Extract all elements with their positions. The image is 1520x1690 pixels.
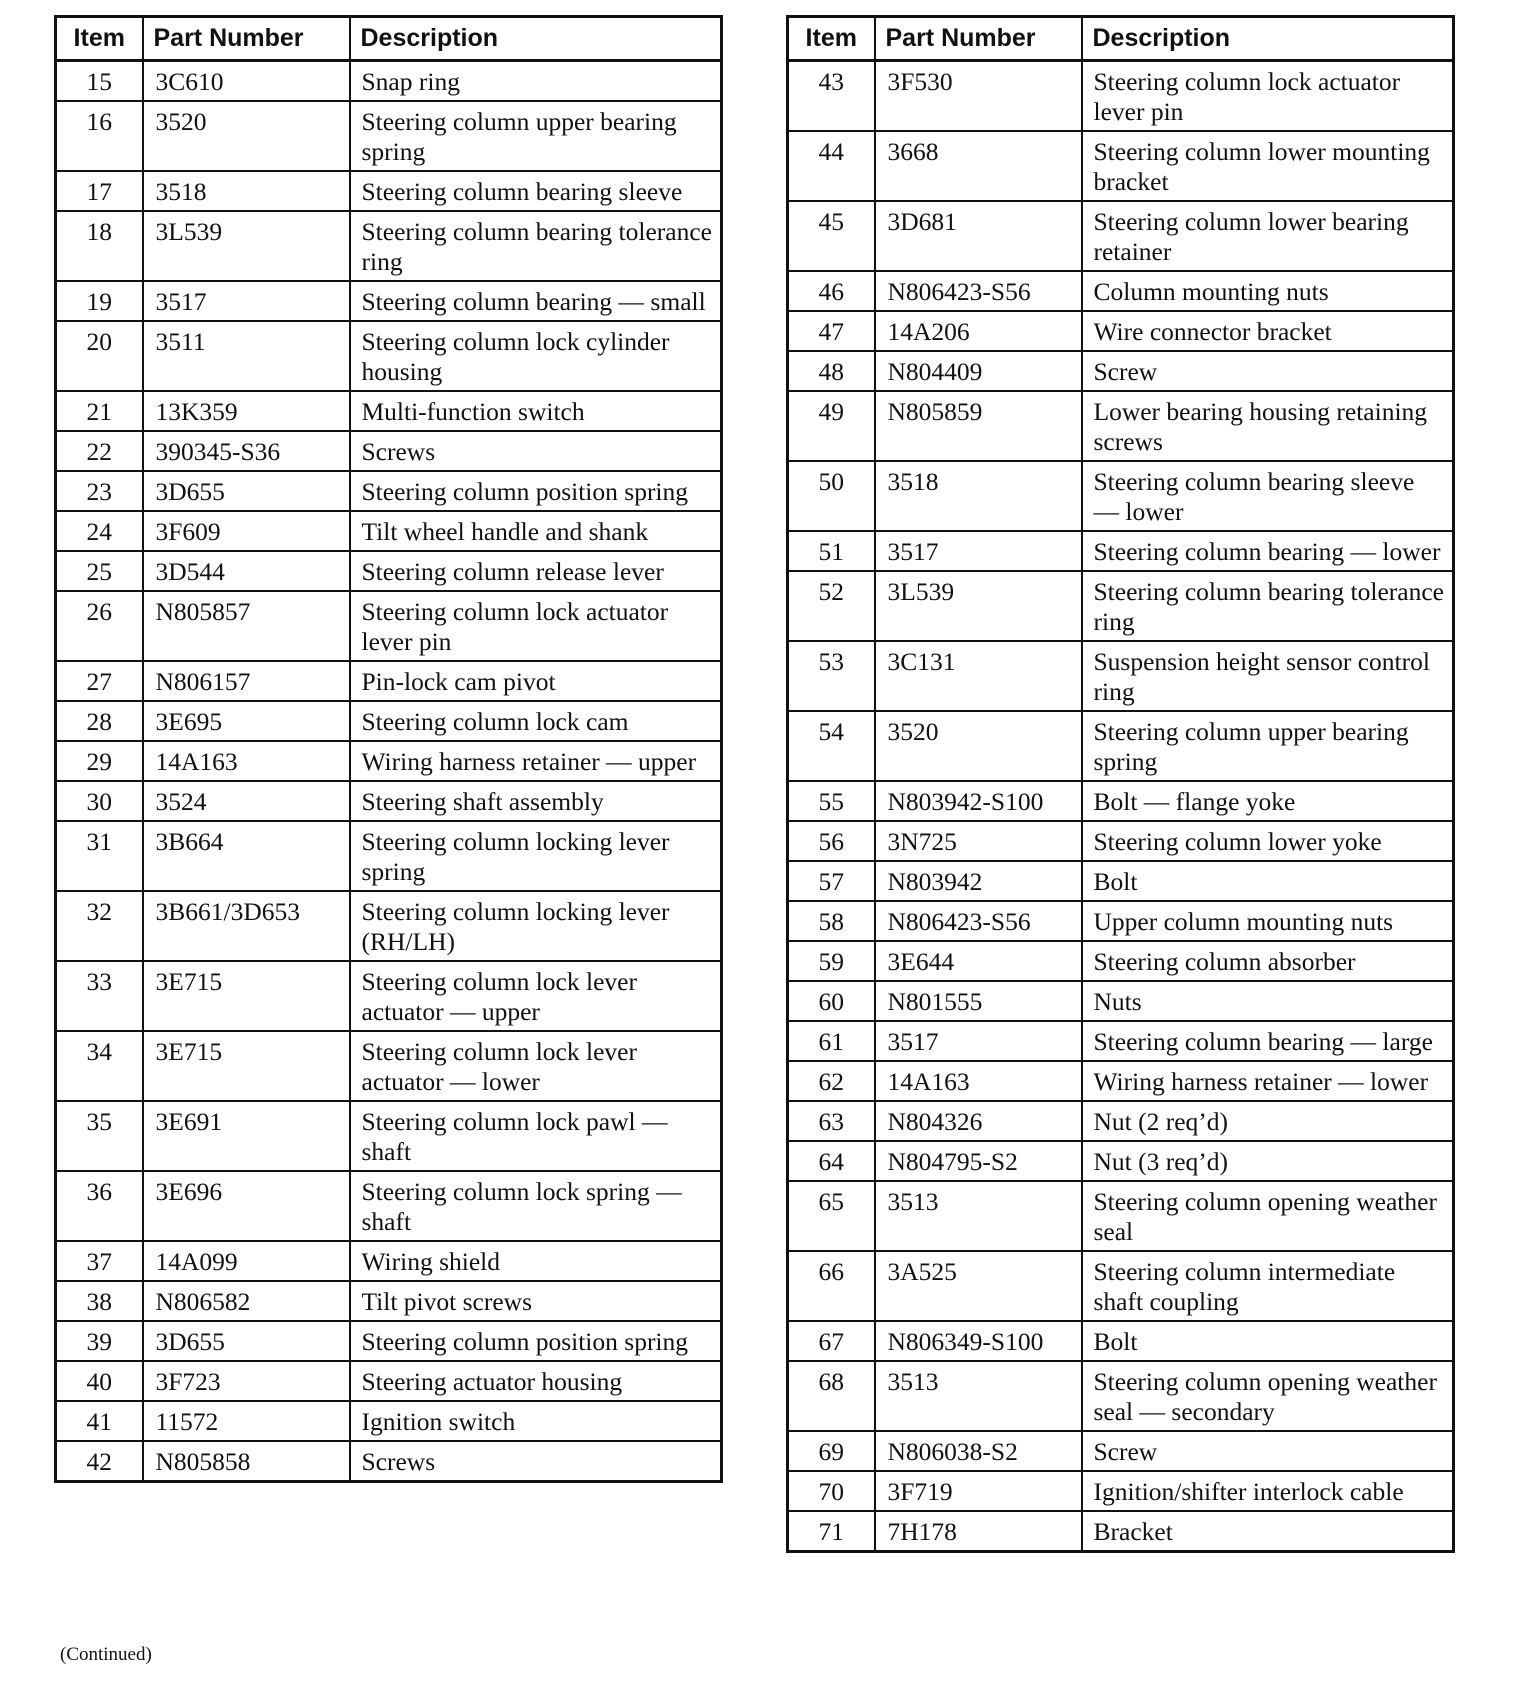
table-row [56, 211, 722, 281]
item-number-cell: 54 [788, 711, 875, 781]
description-cell: Steering column opening weather seal — secondary [1082, 1361, 1454, 1431]
description-cell: Steering column bearing tolerance ring [350, 211, 722, 281]
part-number-cell: 3C131 [875, 641, 1082, 711]
description-cell: Steering column lock cam [350, 701, 722, 741]
table-row [788, 571, 1454, 641]
column-header-description: Description [350, 17, 722, 61]
part-number-cell: 3L539 [875, 571, 1082, 641]
table-row [56, 961, 722, 1031]
description-cell: Steering column absorber [1082, 941, 1454, 981]
part-number-cell: 3517 [143, 281, 350, 321]
table-row [788, 1361, 1454, 1431]
part-number-cell: N804326 [875, 1101, 1082, 1141]
item-number-cell: 55 [788, 781, 875, 821]
part-number-cell: 3D655 [143, 471, 350, 511]
part-number-cell: 3518 [143, 171, 350, 211]
item-number-cell: 15 [56, 61, 143, 102]
table-row [56, 591, 722, 661]
item-number-cell: 26 [56, 591, 143, 661]
description-cell: Pin-lock cam pivot [350, 661, 722, 701]
table-row [56, 1441, 722, 1482]
part-number-cell: 14A206 [875, 311, 1082, 351]
part-number-cell: N805858 [143, 1441, 350, 1482]
item-number-cell: 63 [788, 1101, 875, 1141]
description-cell: Steering column lock actuator lever pin [350, 591, 722, 661]
description-cell: Tilt pivot screws [350, 1281, 722, 1321]
description-cell: Wiring shield [350, 1241, 722, 1281]
item-number-cell: 33 [56, 961, 143, 1031]
description-cell: Steering shaft assembly [350, 781, 722, 821]
part-number-cell: N801555 [875, 981, 1082, 1021]
description-cell: Bolt [1082, 1321, 1454, 1361]
item-number-cell: 47 [788, 311, 875, 351]
column-header-item: Item [788, 17, 875, 61]
part-number-cell: 14A163 [143, 741, 350, 781]
description-cell: Wiring harness retainer — lower [1082, 1061, 1454, 1101]
item-number-cell: 23 [56, 471, 143, 511]
table-row [56, 471, 722, 511]
item-number-cell: 40 [56, 1361, 143, 1401]
table-row [56, 281, 722, 321]
description-cell: Steering column bearing sleeve — lower [1082, 461, 1454, 531]
item-number-cell: 66 [788, 1251, 875, 1321]
description-cell: Ignition/shifter interlock cable [1082, 1471, 1454, 1511]
item-number-cell: 44 [788, 131, 875, 201]
table-row [788, 1321, 1454, 1361]
part-number-cell: 3A525 [875, 1251, 1082, 1321]
description-cell: Steering column lock lever actuator — upper [350, 961, 722, 1031]
part-number-cell: 3D544 [143, 551, 350, 591]
table-row [788, 1471, 1454, 1511]
description-cell: Bolt — flange yoke [1082, 781, 1454, 821]
part-number-cell: 3D681 [875, 201, 1082, 271]
description-cell: Steering actuator housing [350, 1361, 722, 1401]
table-row [788, 941, 1454, 981]
item-number-cell: 51 [788, 531, 875, 571]
description-cell: Bolt [1082, 861, 1454, 901]
part-number-cell: 3520 [875, 711, 1082, 781]
table-row [56, 1171, 722, 1241]
column-header-item: Item [56, 17, 143, 61]
item-number-cell: 56 [788, 821, 875, 861]
part-number-cell: 11572 [143, 1401, 350, 1441]
description-cell: Steering column bearing — lower [1082, 531, 1454, 571]
description-cell: Screws [350, 431, 722, 471]
part-number-cell: 3511 [143, 321, 350, 391]
description-cell: Screw [1082, 351, 1454, 391]
continued-note: (Continued) [60, 1644, 152, 1665]
part-number-cell: 3E695 [143, 701, 350, 741]
item-number-cell: 43 [788, 61, 875, 132]
description-cell: Lower bearing housing retaining screws [1082, 391, 1454, 461]
table-row [56, 1241, 722, 1281]
table-row [56, 1281, 722, 1321]
item-number-cell: 65 [788, 1181, 875, 1251]
part-number-cell: 3513 [875, 1361, 1082, 1431]
description-cell: Suspension height sensor control ring [1082, 641, 1454, 711]
item-number-cell: 64 [788, 1141, 875, 1181]
part-number-cell: N806423-S56 [875, 901, 1082, 941]
item-number-cell: 19 [56, 281, 143, 321]
description-cell: Multi-function switch [350, 391, 722, 431]
item-number-cell: 36 [56, 1171, 143, 1241]
item-number-cell: 68 [788, 1361, 875, 1431]
description-cell: Wiring harness retainer — upper [350, 741, 722, 781]
table-row [788, 821, 1454, 861]
item-number-cell: 71 [788, 1511, 875, 1552]
parts-table-left [54, 15, 723, 1483]
table-row [788, 1021, 1454, 1061]
part-number-cell: N803942 [875, 861, 1082, 901]
item-number-cell: 42 [56, 1441, 143, 1482]
table-row [56, 741, 722, 781]
description-cell: Wire connector bracket [1082, 311, 1454, 351]
description-cell: Steering column opening weather seal [1082, 1181, 1454, 1251]
part-number-cell: N806038-S2 [875, 1431, 1082, 1471]
part-number-cell: 3L539 [143, 211, 350, 281]
item-number-cell: 45 [788, 201, 875, 271]
description-cell: Steering column intermediate shaft coupling [1082, 1251, 1454, 1321]
part-number-cell: N804409 [875, 351, 1082, 391]
table-row [788, 781, 1454, 821]
table-row [788, 351, 1454, 391]
item-number-cell: 17 [56, 171, 143, 211]
table-row [56, 1401, 722, 1441]
table-row [56, 551, 722, 591]
item-number-cell: 32 [56, 891, 143, 961]
description-cell: Steering column lock pawl — shaft [350, 1101, 722, 1171]
item-number-cell: 20 [56, 321, 143, 391]
part-number-cell: 3F609 [143, 511, 350, 551]
part-number-cell: 3N725 [875, 821, 1082, 861]
part-number-cell: 3518 [875, 461, 1082, 531]
item-number-cell: 59 [788, 941, 875, 981]
description-cell: Steering column release lever [350, 551, 722, 591]
item-number-cell: 37 [56, 1241, 143, 1281]
table-row [788, 201, 1454, 271]
table-row [56, 391, 722, 431]
table-row [788, 271, 1454, 311]
item-number-cell: 16 [56, 101, 143, 171]
table-header-row [788, 17, 1454, 61]
table-row [788, 131, 1454, 201]
description-cell: Steering column upper bearing spring [1082, 711, 1454, 781]
part-number-cell: 3F723 [143, 1361, 350, 1401]
part-number-cell: 3524 [143, 781, 350, 821]
table-row [56, 701, 722, 741]
part-number-cell: 14A163 [875, 1061, 1082, 1101]
description-cell: Steering column lower yoke [1082, 821, 1454, 861]
description-cell: Steering column lock cylinder housing [350, 321, 722, 391]
item-number-cell: 25 [56, 551, 143, 591]
table-row [788, 1101, 1454, 1141]
part-number-cell: N806157 [143, 661, 350, 701]
item-number-cell: 62 [788, 1061, 875, 1101]
column-header-description: Description [1082, 17, 1454, 61]
table-row [56, 661, 722, 701]
parts-table-right [786, 15, 1455, 1553]
part-number-cell: 3F719 [875, 1471, 1082, 1511]
table-row [56, 101, 722, 171]
table-row [56, 781, 722, 821]
item-number-cell: 22 [56, 431, 143, 471]
part-number-cell: 3F530 [875, 61, 1082, 132]
item-number-cell: 27 [56, 661, 143, 701]
table-row [56, 1031, 722, 1101]
part-number-cell: N806423-S56 [875, 271, 1082, 311]
table-row [788, 311, 1454, 351]
description-cell: Ignition switch [350, 1401, 722, 1441]
part-number-cell: 3B661/3D653 [143, 891, 350, 961]
description-cell: Snap ring [350, 61, 722, 102]
table-header-row [56, 17, 722, 61]
part-number-cell: 3E691 [143, 1101, 350, 1171]
table-row [788, 1511, 1454, 1552]
table-row [788, 1141, 1454, 1181]
table-row [788, 1251, 1454, 1321]
table-row [788, 641, 1454, 711]
item-number-cell: 38 [56, 1281, 143, 1321]
table-row [56, 321, 722, 391]
description-cell: Column mounting nuts [1082, 271, 1454, 311]
item-number-cell: 48 [788, 351, 875, 391]
item-number-cell: 52 [788, 571, 875, 641]
part-number-cell: 390345-S36 [143, 431, 350, 471]
description-cell: Nuts [1082, 981, 1454, 1021]
item-number-cell: 18 [56, 211, 143, 281]
part-number-cell: N806582 [143, 1281, 350, 1321]
part-number-cell: 3E715 [143, 1031, 350, 1101]
table-row [56, 431, 722, 471]
table-row [788, 1061, 1454, 1101]
table-row [788, 461, 1454, 531]
part-number-cell: 3513 [875, 1181, 1082, 1251]
table-row [56, 891, 722, 961]
description-cell: Screw [1082, 1431, 1454, 1471]
table-row [788, 711, 1454, 781]
item-number-cell: 69 [788, 1431, 875, 1471]
table-row [788, 861, 1454, 901]
part-number-cell: 3C610 [143, 61, 350, 102]
table-row [788, 391, 1454, 461]
part-number-cell: 3E696 [143, 1171, 350, 1241]
part-number-cell: 3520 [143, 101, 350, 171]
table-row [788, 61, 1454, 132]
description-cell: Steering column position spring [350, 471, 722, 511]
description-cell: Nut (2 req’d) [1082, 1101, 1454, 1141]
table-row [788, 901, 1454, 941]
description-cell: Screws [350, 1441, 722, 1482]
part-number-cell: 3E715 [143, 961, 350, 1031]
table-body-left [56, 61, 722, 1482]
description-cell: Steering column bearing — large [1082, 1021, 1454, 1061]
description-cell: Steering column locking lever spring [350, 821, 722, 891]
part-number-cell: N806349-S100 [875, 1321, 1082, 1361]
item-number-cell: 29 [56, 741, 143, 781]
part-number-cell: 13K359 [143, 391, 350, 431]
part-number-cell: 3E644 [875, 941, 1082, 981]
item-number-cell: 57 [788, 861, 875, 901]
item-number-cell: 53 [788, 641, 875, 711]
column-header-part-number: Part Number [875, 17, 1082, 61]
part-number-cell: 3517 [875, 531, 1082, 571]
table-row [56, 1361, 722, 1401]
description-cell: Steering column lower bearing retainer [1082, 201, 1454, 271]
item-number-cell: 39 [56, 1321, 143, 1361]
column-header-part-number: Part Number [143, 17, 350, 61]
part-number-cell: N804795-S2 [875, 1141, 1082, 1181]
part-number-cell: 14A099 [143, 1241, 350, 1281]
description-cell: Steering column lock lever actuator — lower [350, 1031, 722, 1101]
description-cell: Upper column mounting nuts [1082, 901, 1454, 941]
part-number-cell: 3B664 [143, 821, 350, 891]
table-row [56, 1101, 722, 1171]
description-cell: Steering column lower mounting bracket [1082, 131, 1454, 201]
item-number-cell: 24 [56, 511, 143, 551]
table-row [56, 1321, 722, 1361]
table-row [56, 61, 722, 102]
description-cell: Bracket [1082, 1511, 1454, 1552]
part-number-cell: 7H178 [875, 1511, 1082, 1552]
part-number-cell: N805859 [875, 391, 1082, 461]
item-number-cell: 67 [788, 1321, 875, 1361]
table-row [788, 981, 1454, 1021]
item-number-cell: 28 [56, 701, 143, 741]
table-row [56, 171, 722, 211]
table-row [788, 531, 1454, 571]
description-cell: Steering column lock actuator lever pin [1082, 61, 1454, 132]
table-body-right [788, 61, 1454, 1552]
description-cell: Steering column position spring [350, 1321, 722, 1361]
item-number-cell: 34 [56, 1031, 143, 1101]
description-cell: Steering column bearing — small [350, 281, 722, 321]
part-number-cell: 3517 [875, 1021, 1082, 1061]
part-number-cell: N805857 [143, 591, 350, 661]
description-cell: Tilt wheel handle and shank [350, 511, 722, 551]
part-number-cell: 3D655 [143, 1321, 350, 1361]
item-number-cell: 60 [788, 981, 875, 1021]
description-cell: Nut (3 req’d) [1082, 1141, 1454, 1181]
item-number-cell: 70 [788, 1471, 875, 1511]
item-number-cell: 30 [56, 781, 143, 821]
item-number-cell: 58 [788, 901, 875, 941]
table-row [56, 511, 722, 551]
item-number-cell: 49 [788, 391, 875, 461]
item-number-cell: 46 [788, 271, 875, 311]
table-row [56, 821, 722, 891]
description-cell: Steering column bearing tolerance ring [1082, 571, 1454, 641]
description-cell: Steering column upper bearing spring [350, 101, 722, 171]
description-cell: Steering column lock spring — shaft [350, 1171, 722, 1241]
description-cell: Steering column locking lever (RH/LH) [350, 891, 722, 961]
item-number-cell: 21 [56, 391, 143, 431]
table-row [788, 1431, 1454, 1471]
item-number-cell: 35 [56, 1101, 143, 1171]
part-number-cell: N803942-S100 [875, 781, 1082, 821]
table-row [788, 1181, 1454, 1251]
part-number-cell: 3668 [875, 131, 1082, 201]
item-number-cell: 61 [788, 1021, 875, 1061]
item-number-cell: 41 [56, 1401, 143, 1441]
item-number-cell: 50 [788, 461, 875, 531]
item-number-cell: 31 [56, 821, 143, 891]
description-cell: Steering column bearing sleeve [350, 171, 722, 211]
